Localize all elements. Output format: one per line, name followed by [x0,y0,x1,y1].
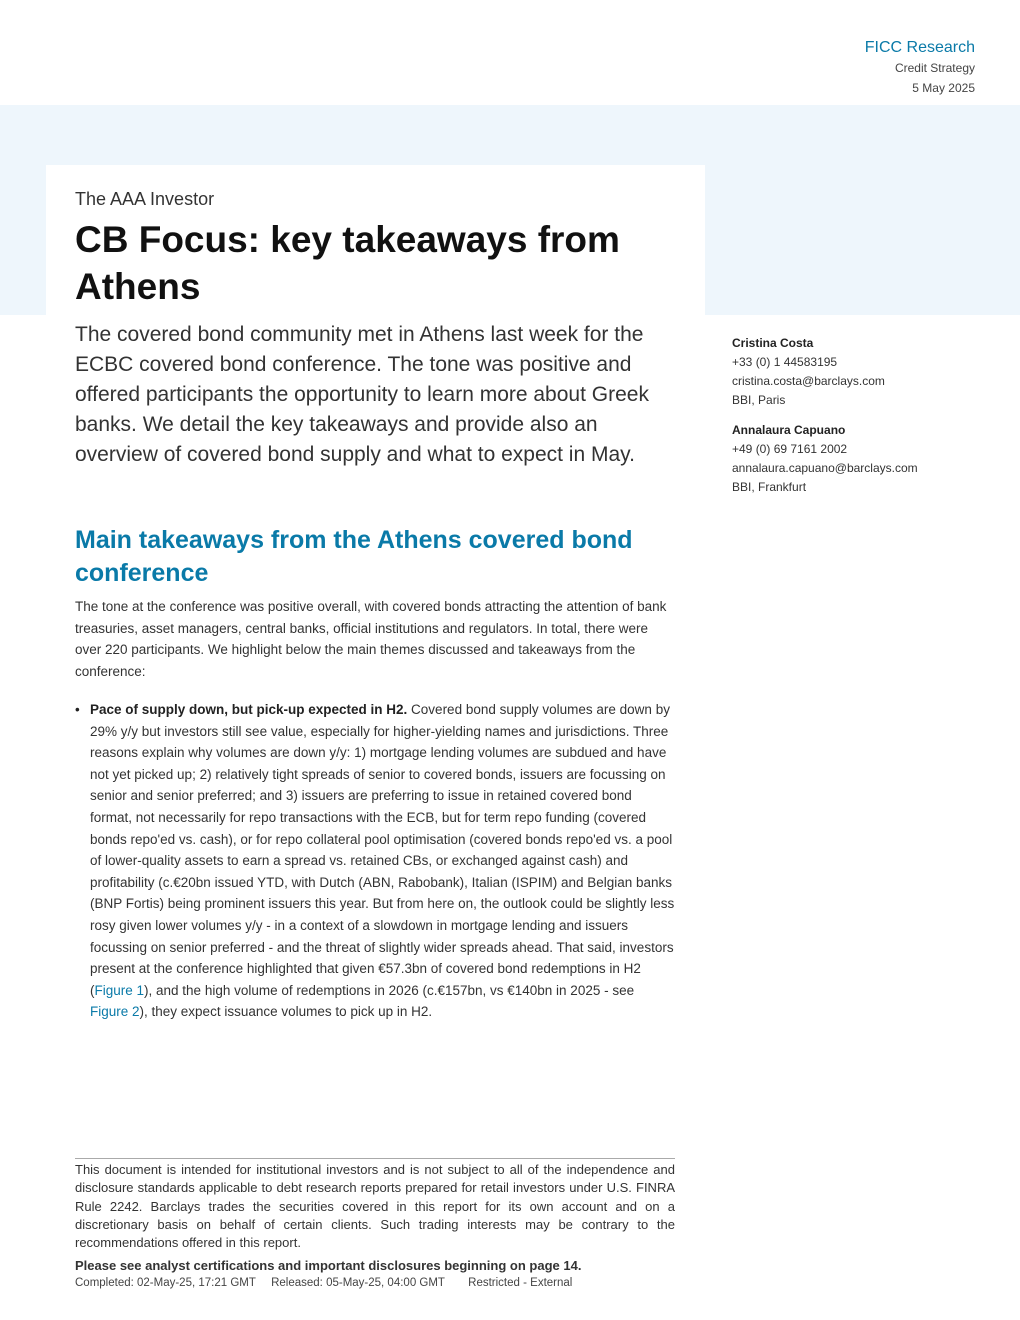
takeaways-list [75,699,675,1023]
figure-1-link[interactable]: Figure 1 [94,982,145,998]
section-heading: Main takeaways from the Athens covered bond conference [75,526,633,587]
division-label: Credit Strategy [894,61,975,75]
list-item [75,699,675,1023]
author-email[interactable]: cristina.costa@barclays.com [732,374,885,388]
series-title: The AAA Investor [75,189,215,209]
author-name: Annalaura Capuano [732,423,846,437]
brand-label: FICC Research [864,39,975,56]
intro-paragraph: The tone at the conference was positive overall, with covered bonds attracting the attention of bank treasuries, asset managers, central banks, official institutions and regulators. In total, there were over 220 participants. We highlight below the main themes discussed and takeaways from the conference: [75,599,667,679]
author-phone: +33 (0) 1 44583195 [732,355,838,369]
author-name: Cristina Costa [732,336,814,350]
author-email[interactable]: annalaura.capuano@barclays.com [732,461,918,475]
restriction-label: Restricted - External [468,1277,573,1289]
page-title: CB Focus: key takeaways from Athens [75,219,620,307]
disclaimer-text: This document is intended for institutional investors and is not subject to all of the independence and disclosure standards applicable to debt research reports prepared for retail investors under U.S. FINRA Rule 2242. Barclays trades the securities covered in this report for its own account and on a discretionary basis on behalf of certain clients. Such trading interests may be contrary to the recommendations offered in this report. [75,1162,675,1251]
figure-2-link[interactable]: Figure 2 [90,1004,140,1020]
status-line [75,1277,675,1289]
released-timestamp: Released: 05-May-25, 04:00 GMT [271,1277,445,1289]
report-header [865,38,975,98]
bullet-text: ), and the high volume of redemptions in 2026 (c.€157bn, vs €140bn in 2025 - see [144,982,635,998]
footer-divider [75,1158,675,1159]
author-panel [732,334,982,508]
bullet-text: Covered bond supply volumes are down by 29% y/y but investors still see value, especially for higher-yielding names and jurisdictions. Three reasons explain why volumes are down y/y: 1) mortgage lending volumes are subdued and have not yet picked up; 2) relatively tight spreads of senior to covered bonds, issuers are focussing on senior and senior preferred; and 3) issuers are preferring to issue in retained covered bond format, not necessarily for repo transactions with the ECB, but for term repo funding (covered bonds repo'ed vs. cash), or for repo collateral pool optimisation (covered bonds repo'ed vs. a pool of lower-quality assets to earn a spread vs. retained CBs, or exchanged against cash) and profitability (c.€20bn issued YTD, with Dutch (ABN, Rabobank), Italian (ISPIM) and Belgian banks (BNP Fortis) being prominent issuers this year. But from here on, the outlook could be slightly less rosy given lower volumes y/y - in a context of a slowdown in mortgage lending and issuers focussing on senior preferred - and the threat of slightly wider spreads ahead. That said, investors present at the conference highlighted that given €57.3bn of covered bond redemptions in H2 ( [90,702,675,998]
author-location: BBI, Paris [732,393,786,407]
author-card [732,421,982,497]
bullet-text: ), they expect issuance volumes to pick up in H2. [139,1004,433,1020]
disclosures-note: Please see analyst certifications and important disclosures beginning on page 14. [75,1258,582,1273]
author-location: BBI, Frankfurt [732,480,807,494]
bullet-lead: Pace of supply down, but pick-up expected in H2. [90,702,408,717]
completed-timestamp: Completed: 02-May-25, 17:21 GMT [75,1277,256,1289]
lede-paragraph: The covered bond community met in Athens last week for the ECBC covered bond conference. The tone was positive and offered participants the opportunity to learn more about Greek banks. We detail the key takeaways and provide also an overview of covered bond supply and what to expect in May. [75,323,649,466]
author-card [732,334,982,410]
author-phone: +49 (0) 69 7161 2002 [732,442,848,456]
report-date: 5 May 2025 [912,81,975,95]
